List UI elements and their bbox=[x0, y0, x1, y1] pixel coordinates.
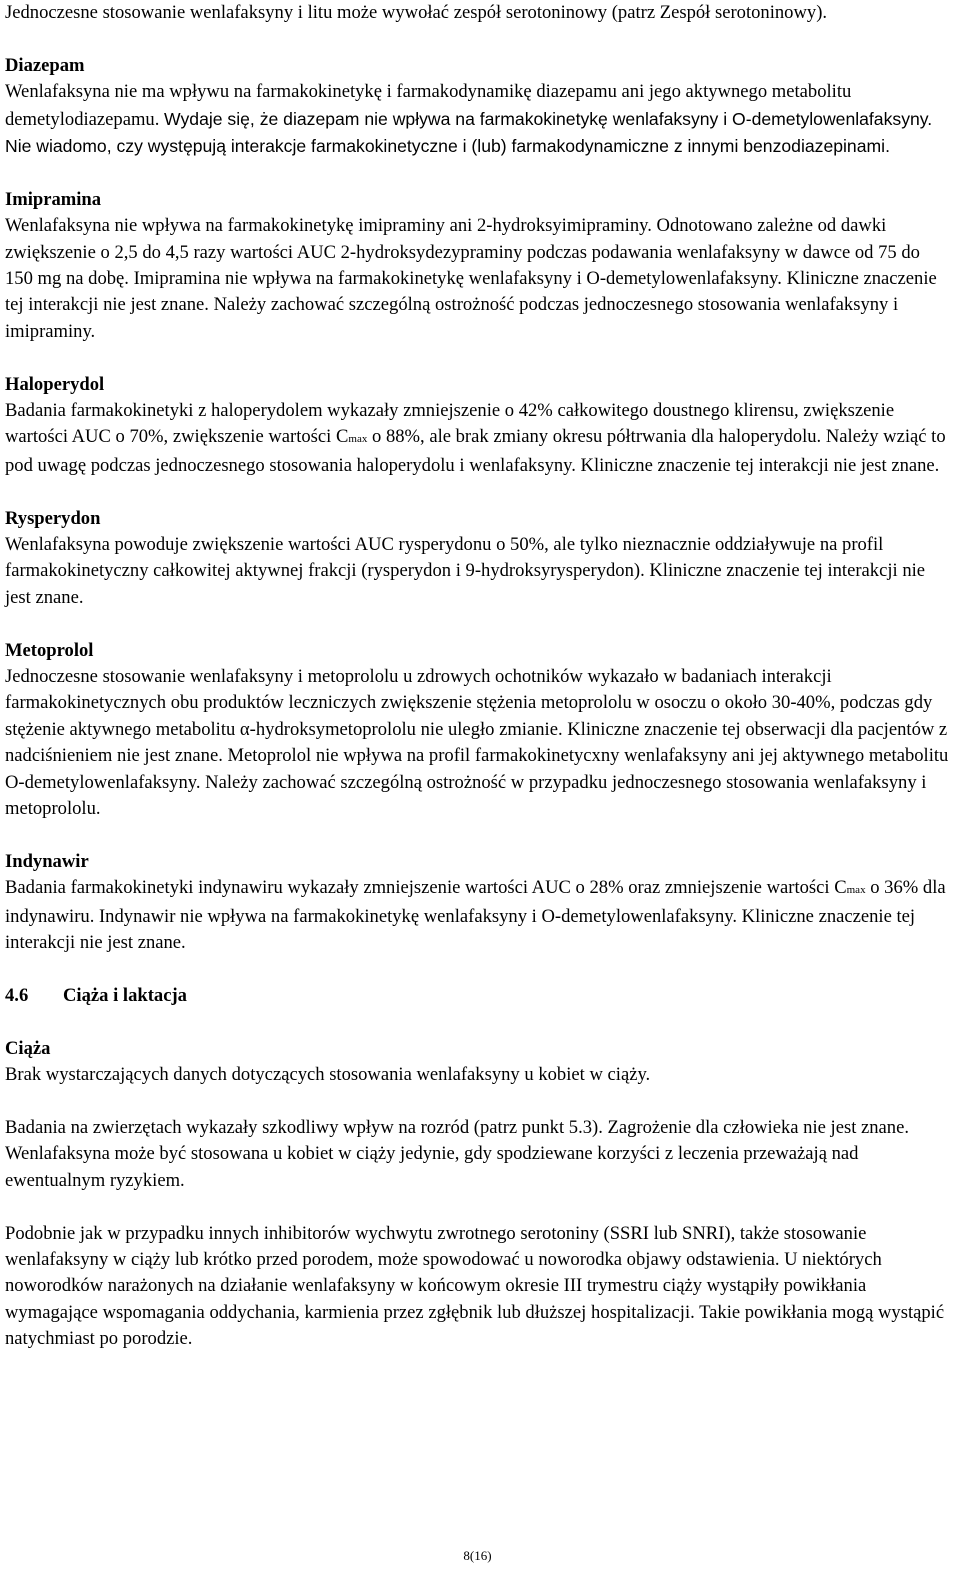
rysperydon-text: Wenlafaksyna powoduje zwiększenie wartości AUC rysperydonu o 50%, ale tylko nieznacznie oddziaływuje na profil farmakokinetyczny całkowitej aktywnej frakcji (rysperydon i 9-hydroksyrysperydon). Kliniczne znaczenie tej interakcji nie jest znane. bbox=[5, 534, 926, 608]
rysperydon-section bbox=[5, 506, 950, 612]
section-4-6-heading bbox=[5, 983, 950, 1009]
diazepam-text-part2: Wydaje się, że diazepam nie wpływa na farmakokinetykę wenlafaksyny i O-demetylowenlafaksyny. bbox=[164, 108, 933, 129]
diazepam-text bbox=[5, 79, 950, 160]
ciaza-paragraph-1: Brak wystarczających danych dotyczących stosowania wenlafaksyny u kobiet w ciąży. bbox=[5, 1064, 651, 1086]
diazepam-section bbox=[5, 53, 950, 161]
haloperydol-text-part2: o 88%, ale brak zmiany okresu półtrwania dla haloperydolu. Należy wziąć to pod uwagę podczas jednoczesnego stosowania haloperydolu i wenlafaksyny. Kliniczne znaczenie tej interakcji nie jest znane. bbox=[5, 426, 946, 476]
haloperydol-cmax-subscript: max bbox=[348, 433, 368, 446]
imipramina-text-part2: Odnotowano zależne od dawki zwiększenie o 2,5 do 4,5 razy wartości AUC 2-hydroksydezypraminy podczas podawania wenlafaksyny w dawce od 75 do 150 mg na dobę. Imipramina nie wpływa na farmakokinetykę wenlafaksyny i O-demetylowenlafaksyny. Kliniczne znaczenie tej interakcji nie jest znane. Należy zachować szczególną ostrożność podczas jednoczesnego stosowania wenlafaksyny i imipraminy. bbox=[5, 215, 937, 342]
intro-section bbox=[5, 0, 950, 26]
haloperydol-section bbox=[5, 372, 950, 480]
diazepam-text-part3: Nie wiadomo, czy występują interakcje farmakokinetyczne i (lub) farmakodynamiczne z innymi benzodiazepinami. bbox=[5, 136, 890, 157]
imipramina-section bbox=[5, 187, 950, 345]
document-page bbox=[5, 0, 950, 1563]
diazepam-text-part1: Wenlafaksyna nie ma wpływu na farmakokinetykę i farmakodynamikę diazepamu ani jego aktywnego metabolitu demetylodiazepamu. bbox=[5, 81, 852, 130]
diazepam-heading: Diazepam bbox=[5, 54, 85, 76]
indynawir-text bbox=[5, 875, 950, 956]
section-heading-line bbox=[5, 983, 950, 1009]
metoprolol-section bbox=[5, 638, 950, 823]
indynawir-text-part2: o 36% dla indynawiru. Indynawir nie wpływa na farmakokinetykę wenlafaksyny i O-demetylowenlafaksyny. Kliniczne znaczenie tej interakcji nie jest znane. bbox=[5, 877, 946, 954]
intro-text: Jednoczesne stosowanie wenlafaksyny i litu może wywołać zespół serotoninowy (patrz Zespół serotoninowy). bbox=[5, 2, 828, 23]
imipramina-text-part1: Wenlafaksyna nie wpływa na farmakokinetykę imipraminy ani 2-hydroksyimipraminy. bbox=[5, 215, 657, 237]
indynawir-section bbox=[5, 849, 950, 957]
indynawir-cmax-subscript: max bbox=[846, 884, 866, 897]
section-number: 4.6 bbox=[5, 984, 29, 1006]
ciaza-paragraph-2: Badania na zwierzętach wykazały szkodliwy wpływ na rozród (patrz punkt 5.3). Zagrożenie dla człowieka nie jest znane. Wenlafaksyna może być stosowana u kobiet w ciąży jedynie, gdy spodziewane korzyści z leczenia przeważają nad ewentualnym ryzykiem. bbox=[5, 1116, 910, 1191]
rysperydon-heading: Rysperydon bbox=[5, 507, 101, 529]
section-title: Ciąża i laktacja bbox=[63, 984, 187, 1006]
ciaza-heading: Ciąża bbox=[5, 1037, 51, 1059]
haloperydol-text bbox=[5, 398, 950, 479]
haloperydol-heading: Haloperydol bbox=[5, 373, 105, 395]
ciaza-section bbox=[5, 1036, 950, 1089]
indynawir-heading: Indynawir bbox=[5, 850, 89, 872]
metoprolol-heading: Metoprolol bbox=[5, 639, 94, 661]
imipramina-text bbox=[5, 213, 950, 345]
imipramina-heading: Imipramina bbox=[5, 188, 102, 210]
ciaza-paragraph-2-block bbox=[5, 1115, 950, 1194]
ciaza-paragraph-3: Podobnie jak w przypadku innych inhibitorów wychwytu zwrotnego serotoniny (SSRI lub SNRI), także stosowanie wenlafaksyny w ciąży lub krótko przed porodem, może spowodować u noworodka objawy odstawienia. U niektórych noworodków narażonych na działanie wenlafaksyny w końcowym okresie III trymestru ciąży wystąpiły powikłania wymagające wspomagania oddychania, karmienia przez zgłębnik lub dłuższej hospitalizacji. Takie powikłania mogą wystąpić natychmiast po porodzie. bbox=[5, 1222, 945, 1350]
indynawir-text-part1: Badania farmakokinetyki indynawiru wykazały zmniejszenie wartości AUC o 28% oraz zmniejszenie wartości C bbox=[5, 877, 847, 899]
haloperydol-text-part1: Badania farmakokinetyki z haloperydolem wykazały zmniejszenie o 42% całkowitego doustnego klirensu, zwiększenie wartości AUC o 70%, zwiększenie wartości C bbox=[5, 400, 895, 448]
metoprolol-text: Jednoczesne stosowanie wenlafaksyny i metoprololu u zdrowych ochotników wykazało w badaniach interakcji farmakokinetycznych obu produktów leczniczych zwiększenie stężenia metoprololu w osoczu o około 30-40%, podczas gdy stężenie aktywnego metabolitu α-hydroksymetoprololu nie uległo zmianie. Kliniczne znaczenie tej obserwacji dla pacjentów z nadciśnieniem nie jest znane. Metoprolol nie wpływa na profil farmakokinetycxny wenlafaksyny ani jej aktywnego metabolitu O-demetylowenlafaksyny. Należy zachować szczególną ostrożność w przypadku jednoczesnego stosowania wenlafaksyny i metoprololu. bbox=[5, 666, 949, 820]
ciaza-paragraph-3-block bbox=[5, 1221, 950, 1353]
page-number: 8(16) bbox=[463, 1548, 492, 1563]
